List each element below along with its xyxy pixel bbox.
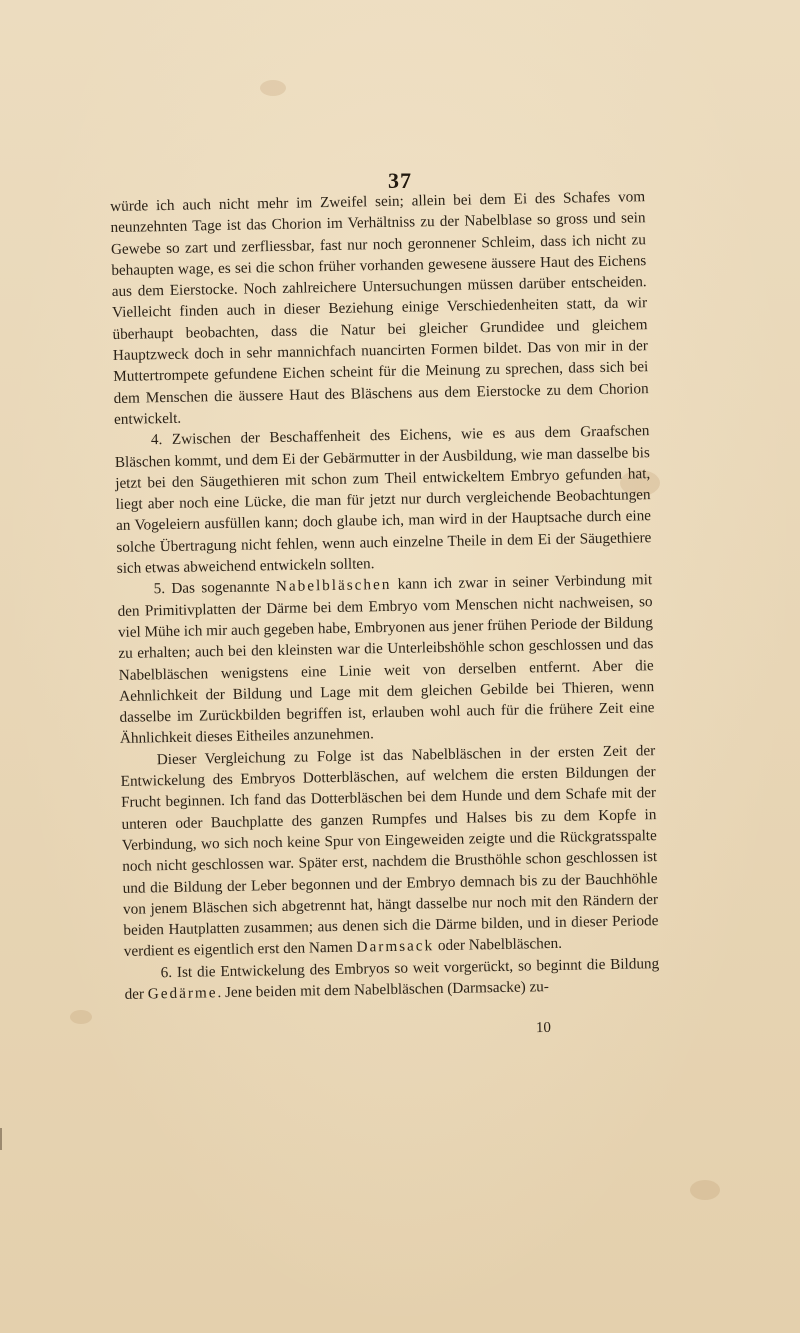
paper-stain xyxy=(260,80,286,96)
text-run: würde ich auch nicht mehr im Zweifel sein; allein bei dem Ei des Schafes vom neunzehnten Tage ist das Chorion im Verhältniss zu der Nabelblase so gross und sein Gewebe so zart und zerfliessbar, fast nur noch geronnener Schleim, dass ich nicht zu behaupten wage, es sei die schon früher vorhanden gewesene äussere Haut des Eichens aus dem Eierstocke. Noch zahlreichere Untersuchungen müssen darüber entscheiden. Vielleicht finden auch in dieser Beziehung einige Verschiedenheiten statt, da wir überhaupt beobachten, dass die Natur bei gleicher Grundidee und gleichem Hauptzweck doch in sehr mannichfach nuancirten Formen bildet. Das von mir in der Muttertrompete gefundene Eichen scheint für die Meinung zu sprechen, dass sich bei dem Menschen die äussere Haut des Bläschens aus dem Eierstocke zu dem Chorion entwickelt. xyxy=(110,188,649,428)
text-run: 4. Zwischen der Beschaffenheit des Eichens, wie es aus dem Graafschen Bläschen kommt, und dem Ei der Gebärmutter in der Ausbildung, wie man dasselbe bis jetzt bei den Säugethieren mit schon zum Theil entwickeltem Embryo gefunden hat, liegt aber noch eine Lücke, die man für jetzt nur durch vergleichende Beobachtungen an Vogeleiern ausfüllen kann; doch glaube ich, man wird in der Hauptsache durch eine solche Übertragung nicht fehlen, wenn auch einzelne Theile in dem Ei der Säugethiere sich etwas abweichend entwickeln sollten. xyxy=(114,422,652,577)
text-run: kann ich zwar in seiner Verbindung mit den Primitivplatten der Därme bei dem Embryo vom Menschen nicht nachweisen, so viel Mühe ich mir auch gegeben habe, Embryonen aus jener frühen Periode der Bildung zu erhalten; auch bei den kleinsten war die Unterleibshöhle schon geschlossen und das Nabelbläschen wenigstens eine Linie weit von derselben entfernt. Aber die Aehnlichkeit der Bildung und Lage mit dem gleichen Gebilde bei Thieren, wenn dasselbe im Zurückbilden begriffen ist, erlauben wohl auch für die frühere Zeit eine Ähnlichkeit dieses Eitheiles anzunehmen. xyxy=(117,571,655,748)
text-run: oder Nabelbläschen. xyxy=(434,935,563,955)
text-run: 6. Ist die Entwickelung des Embryos so weit vorgerückt, so beginnt die Bildung der xyxy=(124,954,660,1003)
body-text xyxy=(110,186,660,1005)
paragraph xyxy=(114,420,652,579)
text-run: . Jene beiden mit dem Nabelbläschen (Darmsacke) zu- xyxy=(217,978,550,1002)
spaced-emphasis: Darmsack xyxy=(356,937,435,956)
spaced-emphasis: Gedärme xyxy=(147,984,218,1003)
paragraph xyxy=(117,569,655,749)
paragraph xyxy=(124,953,660,1005)
page-edge-mark xyxy=(0,1128,10,1150)
signature-mark: 10 xyxy=(535,1019,552,1037)
paper-stain xyxy=(690,1180,720,1200)
paragraph xyxy=(120,740,659,963)
page-number: 37 xyxy=(388,168,412,193)
text-run: 5. Das sogenannte xyxy=(153,578,277,598)
paragraph xyxy=(110,186,649,430)
spaced-emphasis: Nabelbläschen xyxy=(275,576,392,596)
text-run: Dieser Vergleichung zu Folge ist das Nabelbläschen in der ersten Zeit der Entwickelung des Embryos Dotterbläschen, auf welchem die ersten Bildungen der Frucht beginnen. Ich fand das Dotterbläschen bei dem Hunde und dem Schafe mit der unteren oder Bauchplatte des ganzen Rumpfes und Halses bis zu dem Kopfe in Verbindung, wo sich noch keine Spur von Eingeweiden zeigte und die Rückgratsspalte noch nicht geschlossen war. Später erst, nachdem die Brusthöhle schon geschlossen ist und die Bildung der Leber begonnen und der Embryo demnach bis zu der Bauchhöhle von jenem Bläschen sich abgetrennt hat, hängt dasselbe nur noch mit den Rändern der beiden Hautplatten zusammen; aus denen sich die Därme bilden, und in dieser Periode verdient es eigentlich erst den Namen xyxy=(120,741,659,961)
paper-stain xyxy=(70,1010,92,1024)
